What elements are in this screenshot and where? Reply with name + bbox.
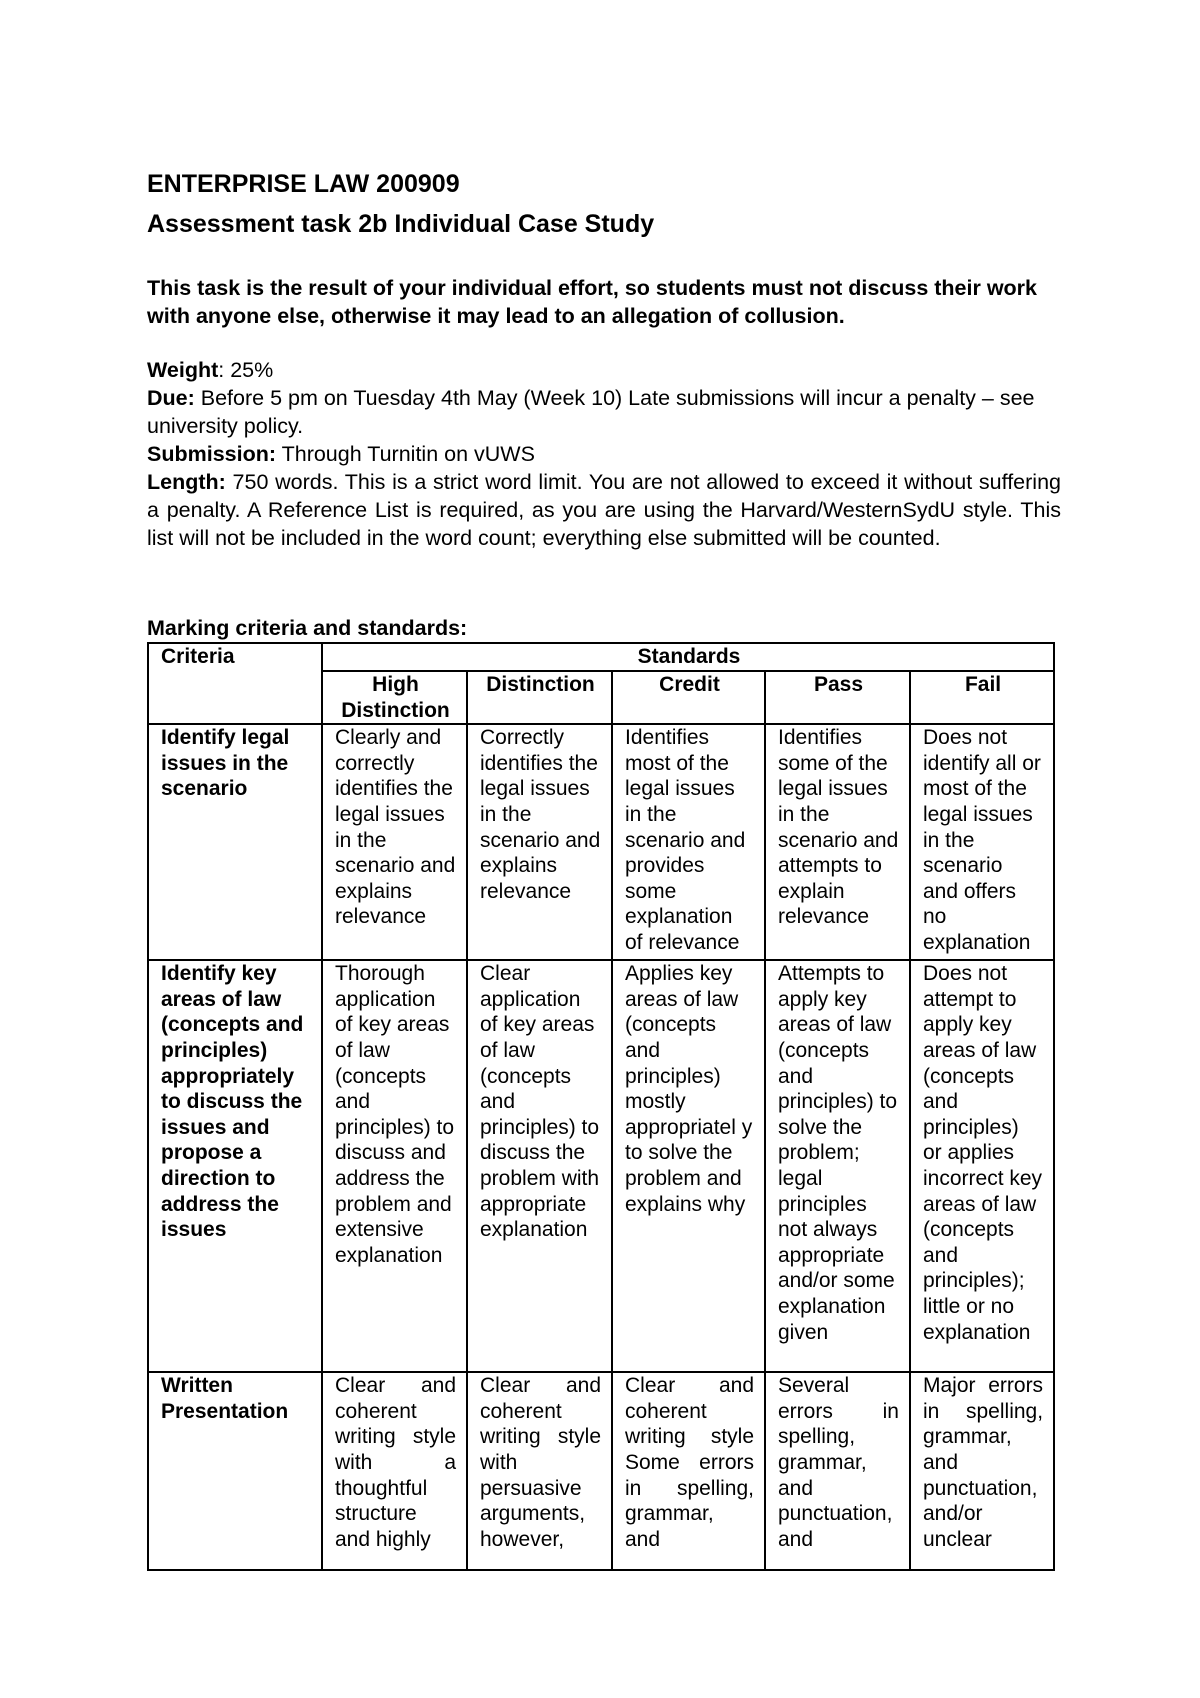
standard-cell: Major errors in spelling, grammar, and punctuation, and/or unclear xyxy=(910,1372,1054,1570)
standard-cell: Attempts to apply key areas of law (concepts and principles) to solve the problem; legal principles not always appropriate and/or some explanation given xyxy=(765,960,910,1372)
length-label: Length: xyxy=(147,470,226,494)
table-row xyxy=(148,724,1054,960)
due-line xyxy=(147,384,1061,440)
level-credit: Credit xyxy=(612,671,765,724)
table-header-row xyxy=(148,643,1054,671)
standard-cell: Identifies most of the legal issues in the scenario and provides some explanation of relevance xyxy=(612,724,765,960)
submission-label: Submission: xyxy=(147,442,277,466)
standard-cell: Clear application of key areas of law (concepts and principles) to discuss the problem with appropriate explanation xyxy=(467,960,612,1372)
weight-line xyxy=(147,356,1061,384)
collusion-warning: This task is the result of your individual effort, so students must not discuss their work with anyone else, otherwise it may lead to an allegation of collusion. xyxy=(147,276,1038,328)
standard-cell: Clear and coherent writing style Some errors in spelling, grammar, and xyxy=(612,1372,765,1570)
standard-cell: Correctly identifies the legal issues in the scenario and explains relevance xyxy=(467,724,612,960)
level-pass: Pass xyxy=(765,671,910,724)
due-value: Before 5 pm on Tuesday 4th May (Week 10) Late submissions will incur a penalty – see university policy. xyxy=(147,386,1035,438)
length-line xyxy=(147,468,1061,552)
criterion-cell: Identify legal issues in the scenario xyxy=(148,724,322,960)
task-title: Assessment task 2b Individual Case Study xyxy=(147,210,655,238)
marking-criteria-heading: Marking criteria and standards: xyxy=(147,616,468,640)
assessment-details xyxy=(147,356,1061,552)
criterion-cell: Identify key areas of law (concepts and principles) appropriately to discuss the issues and propose a direction to address the issues xyxy=(148,960,322,1372)
standard-cell: Does not identify all or most of the legal issues in the scenario and offers no explanation xyxy=(910,724,1054,960)
level-fail: Fail xyxy=(910,671,1054,724)
criterion-cell: Written Presentation xyxy=(148,1372,322,1570)
level-high-distinction: High Distinction xyxy=(322,671,467,724)
submission-value: Through Turnitin on vUWS xyxy=(276,442,535,466)
standard-cell: Clearly and correctly identifies the legal issues in the scenario and explains relevance xyxy=(322,724,467,960)
weight-value: : 25% xyxy=(218,358,274,382)
standard-cell: Does not attempt to apply key areas of law (concepts and principles) or applies incorrect key areas of law (concepts and principles); little or no explanation xyxy=(910,960,1054,1372)
criteria-header: Criteria xyxy=(148,643,322,724)
standard-cell: Applies key areas of law (concepts and principles) mostly appropriatel y to solve the problem and explains why xyxy=(612,960,765,1372)
course-title: ENTERPRISE LAW 200909 xyxy=(147,170,460,198)
due-label: Due: xyxy=(147,386,195,410)
standard-cell: Clear and coherent writing style with persuasive arguments, however, xyxy=(467,1372,612,1570)
table-row xyxy=(148,960,1054,1372)
standard-cell: Thorough application of key areas of law (concepts and principles) to discuss and address the problem and extensive explanation xyxy=(322,960,467,1372)
standard-cell: Identifies some of the legal issues in the scenario and attempts to explain relevance xyxy=(765,724,910,960)
standard-cell: Clear and coherent writing style with a thoughtful structure and highly xyxy=(322,1372,467,1570)
marking-rubric-table xyxy=(147,642,1055,1571)
submission-line xyxy=(147,440,1061,468)
weight-label: Weight xyxy=(147,358,219,382)
level-distinction: Distinction xyxy=(467,671,612,724)
standards-header: Standards xyxy=(322,643,1054,671)
length-value: 750 words. This is a strict word limit. You are not allowed to exceed it without suffering a penalty. A Reference List is required, as you are using the Harvard/WesternSydU style. This list will not be included in the word count; everything else submitted will be counted. xyxy=(147,470,1061,550)
standard-cell: Several errors in spelling, grammar, and punctuation, and xyxy=(765,1372,910,1570)
table-row xyxy=(148,1372,1054,1570)
